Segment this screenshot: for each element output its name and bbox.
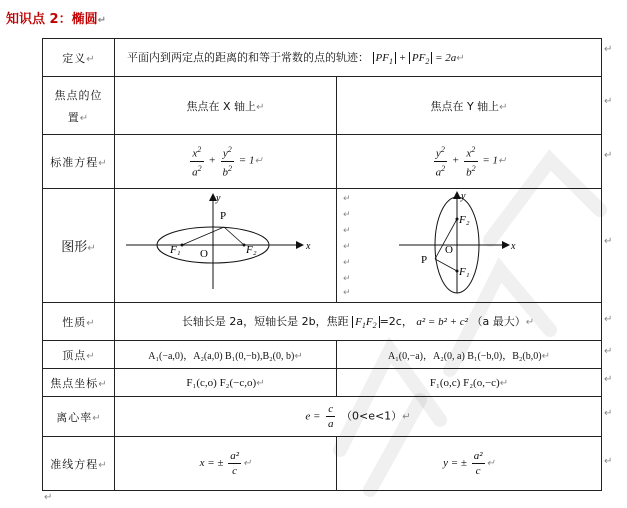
row-eccentricity bbox=[43, 397, 602, 437]
focus-coords-x-text: F₁(c,o) F₂(−c,o) bbox=[186, 376, 257, 389]
origin-label: O bbox=[445, 244, 453, 256]
paragraph-mark-icon: ↵ bbox=[604, 408, 613, 419]
svg-text:↵: ↵ bbox=[343, 288, 351, 298]
eccentricity-cell: e = $\frac{c}{a}$ （0<e<1）↵ bbox=[115, 397, 602, 437]
figure-y-cell bbox=[337, 189, 602, 303]
label-cell: 标准方程↵ bbox=[43, 135, 115, 189]
foci-position-label-1: 焦点的位 bbox=[54, 88, 103, 102]
horizontal-ellipse-figure bbox=[116, 189, 336, 299]
eccentricity-range: （0<e<1） bbox=[340, 409, 403, 423]
row-foci-position bbox=[43, 77, 602, 135]
equation-y-cell: $\frac{y^2}{a^2}$ + $\frac{x^2}{b^2}$ = 1↵ bbox=[337, 135, 602, 189]
focus-coordinates-label: 焦点坐标 bbox=[50, 376, 99, 390]
equation-y-equals: = 1 bbox=[482, 155, 498, 168]
origin-label: O bbox=[199, 248, 208, 260]
paragraph-mark-icon: ↵ bbox=[44, 492, 53, 503]
definition-text: 平面内到两定点的距离的和等于常数的点的轨迹： bbox=[127, 50, 369, 64]
focus-2-label: F₂ bbox=[459, 214, 470, 226]
ellipse-knowledge-table bbox=[42, 38, 602, 491]
vertices-label: 顶点 bbox=[62, 348, 87, 362]
x-axis-label: x bbox=[305, 241, 310, 252]
vertices-y-cell: A₁(0,−a)，A₂(0, a) B₁(−b,0)，B₂(b,0)↵ bbox=[337, 341, 602, 369]
section-title: 知识点 2：椭圆 bbox=[6, 12, 98, 27]
foci-y-text: 焦点在 Y 轴上 bbox=[430, 99, 500, 113]
properties-relation: a² = b² + c² bbox=[416, 315, 468, 328]
equation-x-equals: = 1 bbox=[238, 155, 255, 168]
properties-note: （a 最大） bbox=[471, 314, 526, 328]
equation-x-cell: $\frac{x^2}{a^2}$ + $\frac{y^2}{b^2}$ = 1↵ bbox=[115, 135, 337, 189]
paragraph-mark-icon: ↵ bbox=[604, 236, 613, 247]
directrix-y-prefix: y = ± bbox=[443, 457, 467, 470]
figure-x-cell bbox=[115, 189, 337, 303]
definition-equals: = 2a bbox=[435, 51, 457, 64]
section-heading bbox=[6, 8, 106, 27]
focus-1-label: F₁ bbox=[169, 244, 181, 256]
properties-label: 性质 bbox=[62, 315, 87, 329]
figure-label: 图形 bbox=[61, 240, 88, 255]
directrix-den: c bbox=[232, 465, 238, 477]
row-directrix bbox=[43, 437, 602, 491]
directrix-x-prefix: x = ± bbox=[199, 457, 224, 470]
focus-coords-y-text: F₁(o,c) F₂(o,−c) bbox=[429, 376, 500, 389]
vertices-y-text: A₁(0,−a)，A₂(0, a) B₁(−b,0)，B₂(b,0) bbox=[388, 351, 542, 362]
row-figure bbox=[43, 189, 602, 303]
label-cell: 焦点的位 置↵ bbox=[43, 77, 115, 135]
paragraph-mark-icon: ↵ bbox=[604, 314, 613, 325]
svg-text:↵: ↵ bbox=[343, 274, 351, 284]
paragraph-mark-icon: ↵ bbox=[604, 374, 613, 385]
definition-cell: 平面内到两定点的距离的和等于常数的点的轨迹： $PF_1 + PF_2$ = 2a↵ bbox=[115, 39, 602, 77]
eccentricity-num: c bbox=[326, 402, 336, 417]
point-p-label: P bbox=[219, 210, 226, 222]
paragraph-mark-icon: ↵ bbox=[604, 150, 613, 161]
directrix-num: a² bbox=[230, 450, 239, 462]
eccentricity-den: a bbox=[327, 418, 334, 430]
vertical-ellipse-figure bbox=[339, 189, 599, 299]
vertices-x-text: A₁(−a,0)，A₂(a,0) B₁(0,−b),B₂(0, b) bbox=[148, 351, 295, 362]
eccentricity-label: 离心率 bbox=[56, 410, 93, 424]
svg-text:↵: ↵ bbox=[343, 210, 351, 220]
focus-coords-x-cell: F₁(c,o) F₂(−c,o)↵ bbox=[115, 369, 337, 397]
paragraph-mark-icon: ↵ bbox=[97, 15, 106, 26]
definition-formula: $PF_1 + PF_2 = 2a$ bbox=[373, 52, 457, 64]
directrix-y-cell: y = ± $\frac{\text{a²}}{c}$ ↵ bbox=[337, 437, 602, 491]
foci-position-label-2: 置 bbox=[67, 110, 80, 124]
svg-text:↵: ↵ bbox=[343, 258, 351, 268]
directrix-label: 准线方程 bbox=[50, 457, 99, 471]
label-cell: 焦点坐标↵ bbox=[43, 369, 115, 397]
focus-2-label: F₂ bbox=[245, 244, 257, 256]
paragraph-mark-icon: ↵ bbox=[604, 456, 613, 467]
foci-x-text: 焦点在 X 轴上 bbox=[186, 99, 257, 113]
svg-text:↵: ↵ bbox=[343, 226, 351, 236]
eccentricity-prefix: e = bbox=[305, 410, 321, 423]
vertices-x-cell: A₁(−a,0)，A₂(a,0) B₁(0,−b),B₂(0, b)↵ bbox=[115, 341, 337, 369]
paragraph-mark-icon: ↵ bbox=[604, 96, 613, 107]
row-definition bbox=[43, 39, 602, 77]
y-axis-label: y bbox=[461, 191, 466, 202]
svg-text:↵: ↵ bbox=[343, 242, 351, 252]
properties-cell: 长轴长是 2a，短轴长是 2b，焦距 $F_1F_2 =2c$， a² = b² + c² （a 最大）↵ bbox=[115, 303, 602, 341]
label-cell: 性质↵ bbox=[43, 303, 115, 341]
label-cell: 离心率↵ bbox=[43, 397, 115, 437]
focus-coords-y-cell: F₁(o,c) F₂(o,−c)↵ bbox=[337, 369, 602, 397]
label-cell: 定义↵ bbox=[43, 39, 115, 77]
row-properties bbox=[43, 303, 602, 341]
label-cell: 准线方程↵ bbox=[43, 437, 115, 491]
row-focus-coordinates bbox=[43, 369, 602, 397]
focus-1-label: F₁ bbox=[459, 266, 470, 278]
directrix-num: a² bbox=[473, 450, 483, 462]
x-axis-label: x bbox=[511, 241, 516, 252]
paragraph-mark-icon: ↵ bbox=[604, 346, 613, 357]
directrix-den: c bbox=[475, 465, 481, 477]
label-cell: 图形↵ bbox=[43, 189, 115, 303]
properties-major: 长轴长是 2a，短轴长是 2b，焦距 bbox=[181, 314, 349, 328]
paragraph-mark-icon: ↵ bbox=[343, 194, 351, 204]
row-standard-equation bbox=[43, 135, 602, 189]
foci-y-cell: 焦点在 Y 轴上↵ bbox=[337, 77, 602, 135]
label-cell: 顶点↵ bbox=[43, 341, 115, 369]
paragraph-mark-icon: ↵ bbox=[604, 44, 613, 55]
properties-focal: =2c， bbox=[379, 314, 413, 328]
directrix-x-cell: x = ± $\frac{\text{a²}}{c}$ ↵ bbox=[115, 437, 337, 491]
row-vertices bbox=[43, 341, 602, 369]
definition-label: 定义 bbox=[62, 51, 87, 65]
point-p-label: P bbox=[421, 254, 428, 266]
standard-equation-label: 标准方程 bbox=[50, 155, 99, 169]
foci-x-cell: 焦点在 X 轴上↵ bbox=[115, 77, 337, 135]
y-axis-label: y bbox=[215, 193, 220, 204]
